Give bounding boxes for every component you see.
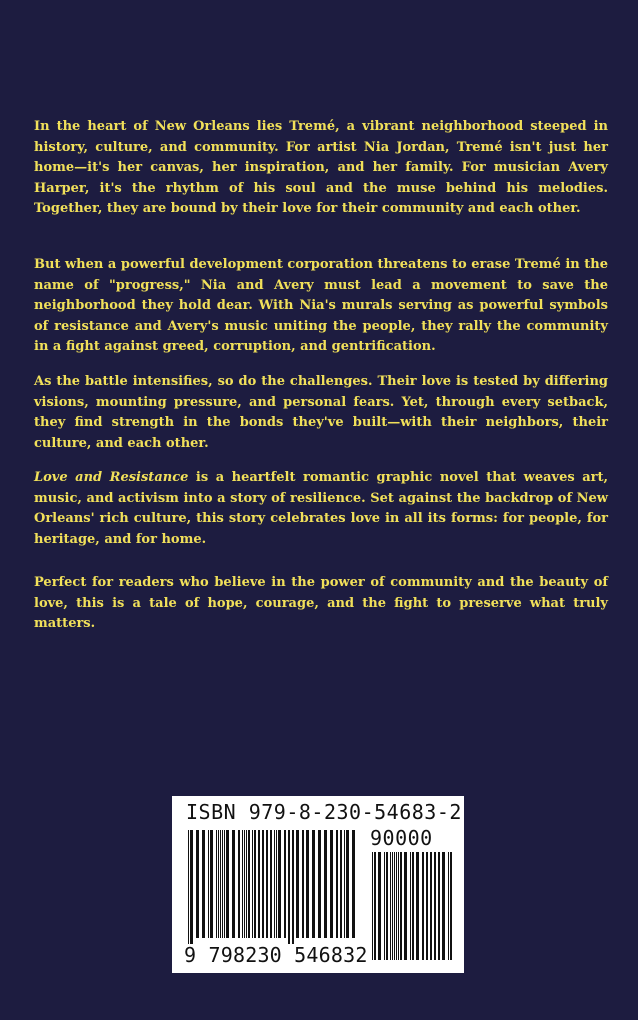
barcode-bar [226,830,229,938]
barcode-bar [288,830,290,944]
barcode-bar [344,830,345,938]
barcode-bar [430,852,432,960]
barcode-bar [398,852,399,960]
barcode-bar [244,830,245,938]
barcode-bar [292,830,294,944]
barcode-bar [330,830,333,938]
barcode-bar [196,830,199,938]
barcode-bar [210,830,213,938]
barcode-bar [266,830,268,938]
barcode-bar [336,830,338,938]
barcode-bar [390,852,391,960]
barcode-bar [312,830,315,938]
barcode-bar [218,830,219,938]
isbn-barcode [172,796,464,973]
barcode-bar [346,830,349,938]
barcode-bar [306,830,309,938]
barcode-bar [438,852,440,960]
blurb-paragraph-3: As the battle intensifies, so do the challenges. Their love is tested by differing visions, mounting pressure, and personal fears. Yet, through every setback, they find strength in the bonds they've built—with their neighbors, their culture, and each other. [34,374,608,451]
barcode-bar [378,852,381,960]
barcode-bar [374,852,376,960]
barcode-bar [442,852,445,960]
barcode-bar [188,830,189,944]
barcode-bar [318,830,321,938]
barcode-bar [386,852,388,960]
barcode-bar [242,830,243,938]
barcode-bar [340,830,342,938]
barcode-bar [274,830,275,938]
blurb-paragraph-5: Perfect for readers who believe in the power of community and the beauty of love, this is a tale of hope, courage, and the fight to preserve what truly matters. [34,575,608,631]
barcode-bar [248,830,250,938]
barcode-bar [372,852,373,960]
barcode-bar [422,852,424,960]
barcode-bar [394,852,395,960]
barcode-bar [412,852,414,960]
book-title: Love and Resistance [34,470,189,485]
barcode-bar [324,830,327,938]
barcode-bar [450,852,452,960]
barcode-bar [254,830,256,938]
barcode-bar [392,852,393,960]
blurb-paragraph-4 [34,468,608,550]
barcode-bar [262,830,264,938]
barcode-bar [278,830,281,938]
barcode-bar [284,830,286,938]
barcode-bar [232,830,235,938]
blurb-paragraph-2: But when a powerful development corporation threatens to erase Tremé in the name of "progress," Nia and Avery must lead a movement to save the neighborhood they hold dear. With Nia's murals serving as powerful symbols of resistance and Avery's music uniting the people, they rally the community in a fight against greed, corruption, and gentrification. [34,257,608,354]
barcode-bar [252,830,253,938]
barcode-bar [426,852,428,960]
ean-barcode-bars [188,830,360,944]
barcode-bar [202,830,205,938]
barcode-bar [384,852,385,960]
barcode-bar [448,852,449,960]
price-code: 90000 [370,826,433,850]
barcode-bar [352,830,355,938]
addon-barcode-bars [372,852,454,960]
barcode-bar [238,830,240,938]
barcode-bar [296,830,299,938]
barcode-bar [416,852,419,960]
barcode-bar [224,830,225,938]
isbn-label: ISBN 979-8-230-54683-2 [186,800,462,824]
ean-digits: 9 798230 546832 [184,943,368,967]
barcode-bar [276,830,277,938]
barcode-bar [246,830,247,938]
barcode-bar [410,852,411,960]
barcode-bar [222,830,223,938]
blurb-paragraph-4-text: is a heartfelt romantic graphic novel that weaves art, music, and activism into a story of resilience. Set against the backdrop of New Orleans' rich culture, this story celebrates love in all its forms: for people, for heritage, and for home. [34,470,609,547]
barcode-bar [404,852,407,960]
barcode-bar [190,830,193,944]
barcode-bar [258,830,260,938]
barcode-bar [396,852,397,960]
barcode-bar [216,830,217,938]
barcode-bar [208,830,209,938]
barcode-bar [302,830,304,938]
barcode-bar [434,852,436,960]
barcode-bar [220,830,221,938]
barcode-bar [270,830,272,938]
blurb-paragraph-1: In the heart of New Orleans lies Tremé, a vibrant neighborhood steeped in history, culture, and community. For artist Nia Jordan, Tremé isn't just her home—it's her canvas, her inspiration, and her family. For musician Avery Harper, it's the rhythm of his soul and the muse behind his melodies. Together, they are bound by their love for their community and each other. [34,119,608,216]
barcode-bar [400,852,402,960]
